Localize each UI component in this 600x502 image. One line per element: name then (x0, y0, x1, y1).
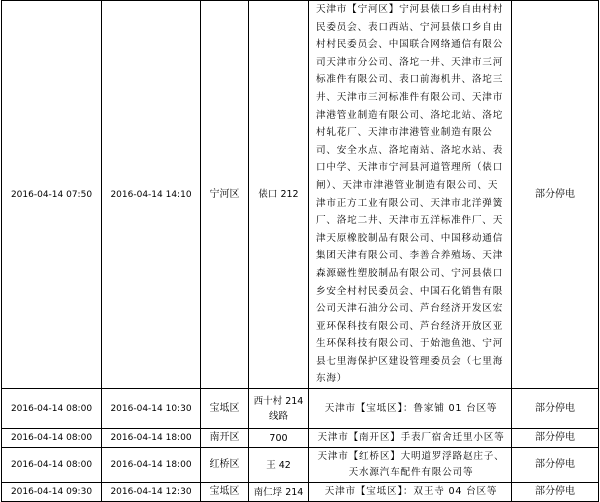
district-cell: 南开区 (201, 429, 249, 448)
outage-table (1, 0, 599, 502)
outage-type-cell: 部分停电 (512, 389, 599, 429)
district-cell: 宝坻区 (201, 483, 249, 502)
line-cell: 西十村 214线路 (249, 389, 309, 429)
outage-type-cell: 部分停电 (512, 483, 599, 502)
district-cell: 宁河区 (201, 1, 249, 389)
table-row (2, 448, 599, 483)
line-cell: 俵口 212 (249, 1, 309, 389)
line-cell: 王 42 (249, 448, 309, 483)
end-time-cell: 2016-04-14 10:30 (102, 389, 201, 429)
end-time-cell: 2016-04-14 18:00 (102, 429, 201, 448)
district-cell: 红桥区 (201, 448, 249, 483)
table-row (2, 429, 599, 448)
district-cell: 宝坻区 (201, 389, 249, 429)
outage-type-cell: 部分停电 (512, 448, 599, 483)
end-time-cell: 2016-04-14 14:10 (102, 1, 201, 389)
line-cell: 700 (249, 429, 309, 448)
end-time-cell: 2016-04-14 12:30 (102, 483, 201, 502)
table-row (2, 389, 599, 429)
table-row (2, 1, 599, 389)
start-time-cell: 2016-04-14 07:50 (2, 1, 102, 389)
area-cell: 天津市【红桥区】大明道罗浮路赵庄子、天水源汽车配件有限公司等 (309, 448, 512, 483)
start-time-cell: 2016-04-14 08:00 (2, 389, 102, 429)
area-cell: 天津市【南开区】手表厂宿舍迁里小区等 (309, 429, 512, 448)
line-cell: 南仁垺 214 (249, 483, 309, 502)
area-cell: 天津市【宝坻区】：双王寺 04 台区等 (309, 483, 512, 502)
area-cell: 天津市【宝坻区】：鲁家铺 01 台区等 (309, 389, 512, 429)
start-time-cell: 2016-04-14 08:00 (2, 448, 102, 483)
end-time-cell: 2016-04-14 18:00 (102, 448, 201, 483)
area-cell: 天津市【宁河区】宁河县俵口乡自由村村民委员会、表口西站、宁河县俵口乡自由村村民委员会、中国联合网络通信有限公司天津市分公司、洛坨一井、天津市三河标准件有限公司、表口前海机井、洛坨三井、天津市三河标准件有限公司、天津市津港管业制造有限公司、洛坨北站、洛坨村轧花厂、天津市津港管业制造有限公司、安全水点、洛坨南站、洛坨水站、表口中学、天津市宁河县河道管理所（俵口闸）、天津市津港管业制造有限公司、天津市正方工业有限公司、天津市北洋弹簧厂、洛坨二井、天津市五洋标准件厂、天津天原橡胶制品有限公司、中国移动通信集团天津有限公司、李善合养殖场、天津森源磁性塑胶制品有限公司、宁河县俵口乡安全村村民委员会、中国石化销售有限公司天津石油分公司、芦台经济开发区宏亚环保科技有限公司、芦台经济开放区亚生环保科技有限公司、于始池鱼池、宁河县七里海保护区建设管理委员会（七里海东海） (309, 1, 512, 389)
table-row (2, 483, 599, 502)
start-time-cell: 2016-04-14 09:30 (2, 483, 102, 502)
start-time-cell: 2016-04-14 08:00 (2, 429, 102, 448)
outage-type-cell: 部分停电 (512, 429, 599, 448)
outage-type-cell: 部分停电 (512, 1, 599, 389)
